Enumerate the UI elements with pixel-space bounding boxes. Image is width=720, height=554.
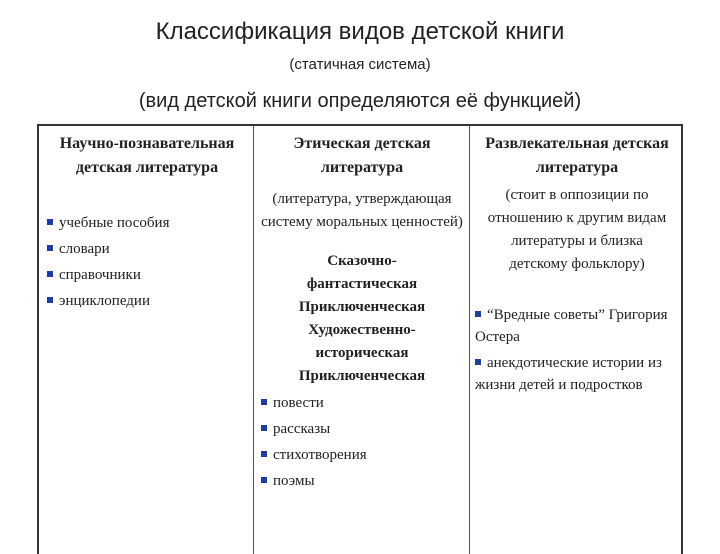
item-list [261,390,463,494]
column-heading: Этическая детская литература [293,135,431,176]
bullet-icon [261,451,267,457]
column-description: (стоит в оппозиции по отношению к другим видам литературы и близка детскому фольклору) [487,187,667,272]
subheading-list [261,250,463,388]
list-item: поэмы [261,468,463,494]
column-entertaining [475,132,679,396]
bullet-icon [47,245,53,251]
page-subtitle: (статичная система) [289,56,431,73]
column-scientific [47,132,247,314]
column-ethical [261,132,463,494]
subheading: Приключенческая [298,368,426,384]
page-title: Классификация видов детской книги [155,18,565,45]
subheading: Сказочно-фантастическая [306,253,418,292]
subheading: Художественно-историческая [308,322,416,361]
list-item: энциклопедии [47,288,247,314]
bullet-icon [475,311,481,317]
bullet-icon [47,297,53,303]
list-item: словари [47,236,247,262]
list-item: стихотворения [261,442,463,468]
column-divider [253,126,254,554]
classification-table [37,124,683,554]
bullet-icon [47,271,53,277]
list-item: “Вредные советы” Григория Остера [475,307,668,345]
column-description: (литература, утверждающая систему моральных ценностей) [261,191,463,230]
item-list [47,210,247,314]
list-item: рассказы [261,416,463,442]
bullet-icon [261,425,267,431]
column-heading: Развлекательная детская литература [485,135,669,176]
bullet-icon [47,219,53,225]
list-item: анекдотические истории из жизни детей и подростков [475,355,662,393]
column-heading: Научно-познавательная детская литература [59,135,235,176]
list-item: справочники [47,262,247,288]
page-note: (вид детской книги определяются её функцией) [138,90,582,112]
bullet-icon [261,399,267,405]
list-item: повести [261,390,463,416]
bullet-icon [475,359,481,365]
subheading: Приключенческая [298,299,426,315]
bullet-icon [261,477,267,483]
list-item: учебные пособия [47,210,247,236]
item-list [475,304,679,396]
column-divider [469,126,470,554]
